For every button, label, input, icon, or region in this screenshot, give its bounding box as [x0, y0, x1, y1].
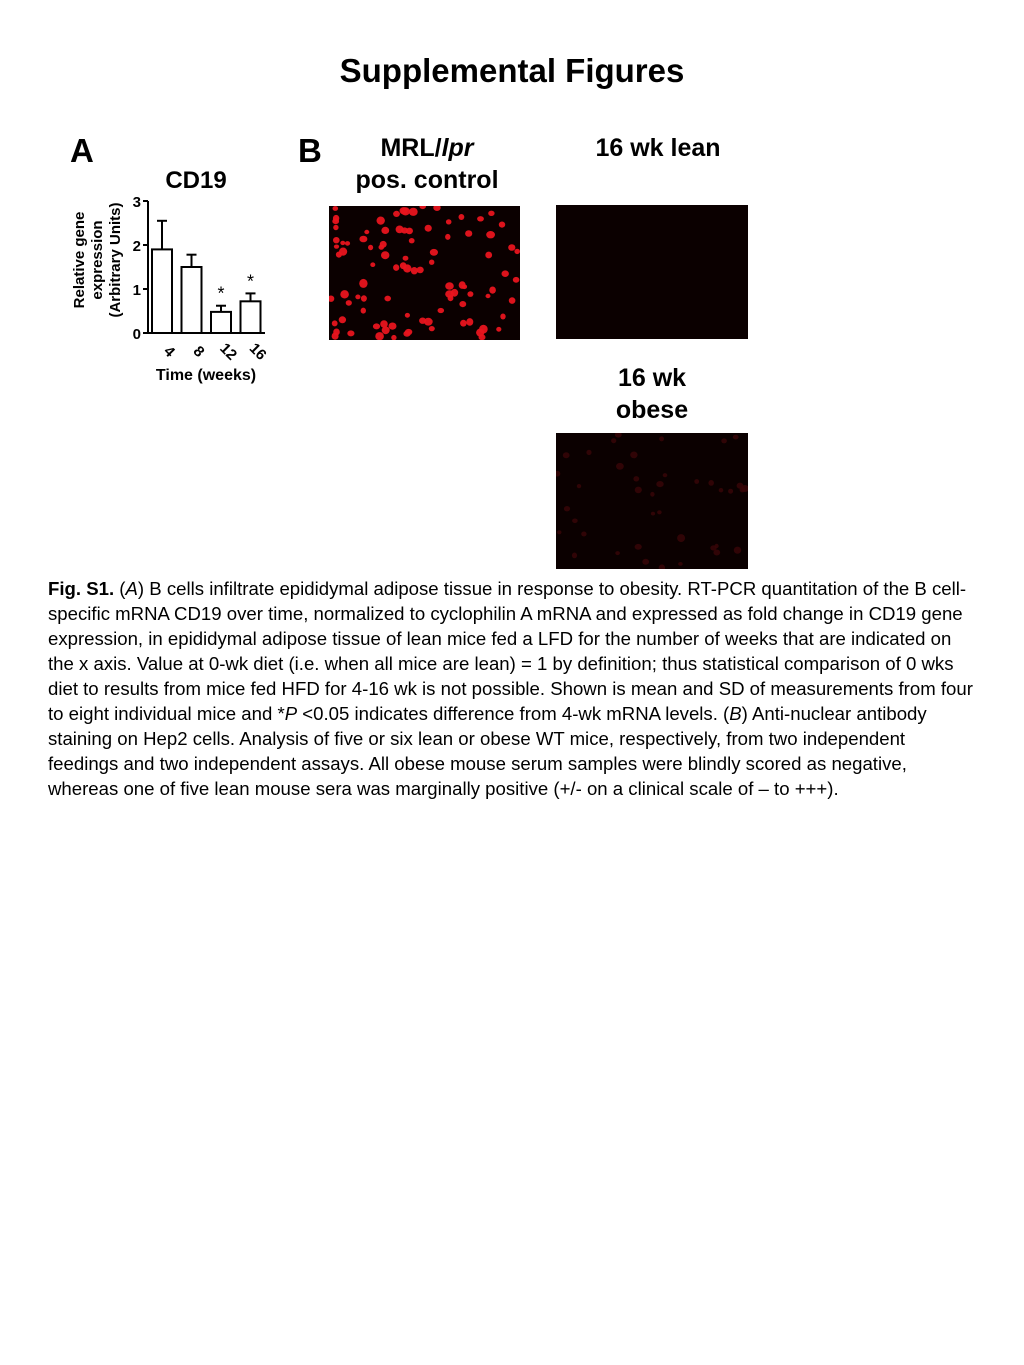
- nucleus: [381, 227, 389, 234]
- nucleus: [445, 282, 454, 290]
- page-title: Supplemental Figures: [339, 52, 685, 89]
- nucleus: [359, 236, 367, 243]
- nucleus: [339, 316, 346, 323]
- nucleus: [384, 296, 391, 302]
- nucleus: [577, 484, 581, 488]
- nucleus: [633, 476, 639, 481]
- nucleus: [332, 320, 338, 326]
- nucleus: [411, 267, 418, 274]
- nucleus: [611, 438, 616, 443]
- nucleus: [572, 519, 578, 524]
- nucleus: [433, 206, 440, 211]
- cd19-bar-chart: [60, 160, 340, 420]
- nucleus: [460, 320, 467, 327]
- y-axis-label-line: (Arbitrary Units): [107, 202, 124, 318]
- nucleus: [393, 211, 400, 217]
- nucleus: [651, 512, 655, 516]
- control-label: [330, 132, 524, 196]
- significance-mark: *: [246, 271, 255, 292]
- nucleus: [635, 487, 642, 494]
- bar-8: [182, 267, 202, 333]
- nucleus: [333, 206, 339, 211]
- caption-text-1: B cells infiltrate epididymal adipose tissue in response to obesity. RT-PCR quantitation of the B cell-specific mRNA CD19 over time, normalized to cyclophilin A mRNA and expressed as fold change in CD19 gene expression, in epididymal adipose tissue of lean mice fed a LFD for the number of weeks that are indicated on the x axis. Value at 0-wk diet (i.e. when all mice are lean) = 1 by definition; thus statistical comparison of 0 wks diet to results from mice fed HFD for 4-16 wk is not possible. Shown is mean and SD of measurements from four to eight individual mice and *: [48, 578, 973, 724]
- nucleus: [403, 256, 409, 261]
- nucleus: [489, 287, 496, 294]
- nucleus: [466, 318, 473, 326]
- nucleus: [347, 330, 354, 336]
- nucleus: [373, 323, 380, 329]
- nucleus: [508, 244, 515, 251]
- nucleus: [514, 249, 520, 254]
- nucleus: [486, 294, 491, 298]
- nucleus: [721, 438, 727, 443]
- nucleus: [336, 252, 342, 258]
- obese-label: [556, 362, 748, 426]
- obese-label-line1: 16 wk: [617, 364, 687, 392]
- bar-12: [211, 312, 231, 333]
- x-axis-label: Time (weeks): [155, 367, 257, 384]
- nucleus: [400, 207, 408, 214]
- x-tick-label: 8: [189, 342, 208, 361]
- figure-caption: Fig. S1. (A) B cells infiltrate epididymal adipose tissue in response to obesity. RT-PCR quantitation of the B cell-specific mRNA CD19 over time, normalized to cyclophilin A mRNA and expressed as fold change in CD19 gene expression, in epididymal adipose tissue of lean mice fed a LFD for the number of weeks that are indicated on the x axis. Value at 0-wk diet (i.e. when all mice are lean) = 1 by definition; thus statistical comparison of 0 wks diet to results from mice fed HFD for 4-16 wk is not possible. Shown is mean and SD of measurements from four to eight individual mice and *P <0.05 indicates difference from 4-wk mRNA levels. (B) Anti-nuclear antibody staining on Hep2 cells. Analysis of five or six lean or obese WT mice, respectively, from two independent feedings and two independent assays. All obese mouse serum samples were blindly scored as negative, whereas one of five lean mouse sera was marginally positive (+/- on a clinical scale of – to +++).: [48, 578, 973, 799]
- control-label-line2: pos. control: [355, 166, 499, 194]
- nucleus: [719, 488, 724, 492]
- nucleus: [446, 219, 452, 224]
- nucleus: [380, 241, 387, 248]
- y-tick-label: 3: [132, 194, 141, 211]
- nucleus: [677, 534, 685, 542]
- nucleus: [361, 308, 366, 314]
- nucleus: [334, 245, 339, 249]
- nucleus: [406, 228, 413, 235]
- panel-b-letter: B: [298, 132, 322, 169]
- nucleus: [496, 327, 501, 332]
- nucleus: [659, 436, 664, 441]
- nucleus: [459, 281, 466, 289]
- nucleus: [733, 435, 739, 440]
- caption-a-ref: A: [125, 578, 138, 599]
- nucleus: [615, 551, 620, 555]
- obese-label-line2: obese: [615, 396, 689, 424]
- control-label-main: MRL/: [380, 134, 442, 162]
- nucleus: [509, 297, 516, 304]
- caption-label: Fig. S1.: [48, 578, 115, 599]
- nucleus: [368, 245, 373, 250]
- nucleus: [657, 510, 662, 514]
- y-tick-label: 0: [132, 326, 141, 343]
- nucleus: [438, 308, 445, 313]
- nucleus: [377, 217, 385, 225]
- nucleus: [419, 206, 426, 209]
- nucleus: [513, 277, 520, 283]
- x-tick-label: 12: [216, 339, 241, 364]
- caption-b-ref: B: [729, 703, 742, 724]
- nucleus: [355, 295, 360, 300]
- nucleus: [581, 532, 586, 537]
- nucleus: [445, 290, 454, 298]
- nucleus: [476, 329, 484, 337]
- nucleus: [459, 301, 466, 307]
- nucleus: [332, 333, 339, 340]
- nucleus: [381, 251, 389, 259]
- y-axis-label-line: expression: [89, 220, 106, 300]
- nucleus: [409, 208, 418, 216]
- nucleus: [488, 211, 494, 216]
- nucleus: [502, 270, 509, 277]
- nucleus: [737, 483, 744, 489]
- nucleus: [734, 547, 741, 554]
- y-tick-label: 2: [132, 238, 141, 255]
- chart-title: CD19: [165, 167, 227, 194]
- nucleus: [467, 291, 473, 297]
- nucleus: [429, 260, 434, 265]
- nucleus: [659, 564, 665, 569]
- x-tick-label: 16: [245, 339, 270, 364]
- nucleus: [465, 230, 472, 237]
- nucleus: [329, 296, 334, 302]
- lean-micrograph: [556, 205, 748, 339]
- nucleus: [650, 492, 654, 497]
- nucleus: [340, 241, 345, 245]
- nucleus: [615, 433, 622, 438]
- nucleus: [403, 331, 410, 337]
- nucleus: [405, 313, 410, 318]
- caption-text-2: <0.05 indicates difference from 4-wk mRNA levels. (: [297, 703, 730, 724]
- significance-mark: *: [217, 283, 225, 304]
- nucleus: [556, 471, 560, 477]
- nucleus: [370, 262, 375, 267]
- nucleus: [409, 238, 415, 243]
- nucleus: [424, 318, 433, 326]
- nucleus: [728, 489, 733, 494]
- lean-label: 16 wk lean: [595, 134, 721, 162]
- nucleus: [678, 562, 683, 566]
- nucleus: [572, 553, 577, 559]
- nucleus: [333, 237, 340, 243]
- x-tick-label: 4: [160, 342, 179, 361]
- nucleus: [346, 300, 352, 306]
- nucleus: [333, 215, 339, 222]
- nucleus: [396, 226, 404, 234]
- nucleus: [500, 314, 505, 320]
- nucleus: [429, 326, 435, 331]
- caption-text-3: ) Anti-nuclear antibody staining on Hep2 cells. Analysis of five or six lean or obese WT mice, respectively, from two independent feedings and two independent assays. All obese mouse serum samples were blindly scored as negative, whereas one of five lean mouse sera was marginally positive (+/- on a clinical scale of – to +++).: [48, 703, 927, 799]
- nucleus: [635, 544, 642, 550]
- nucleus: [708, 480, 714, 486]
- nucleus: [425, 225, 432, 232]
- nucleus: [694, 479, 699, 484]
- nucleus: [333, 225, 338, 230]
- nucleus: [564, 506, 570, 511]
- nucleus: [663, 473, 668, 477]
- nucleus: [563, 452, 570, 458]
- nucleus: [359, 279, 367, 288]
- nucleus: [459, 214, 465, 220]
- control-label-italic: lpr: [441, 134, 474, 162]
- nucleus: [445, 234, 450, 240]
- nucleus: [375, 332, 384, 340]
- nucleus: [616, 463, 624, 470]
- nucleus: [345, 241, 350, 246]
- nucleus: [486, 231, 495, 238]
- nucleus: [361, 295, 367, 301]
- nucleus: [391, 335, 396, 340]
- nucleus: [656, 481, 663, 487]
- obese-micrograph: [556, 433, 748, 569]
- nucleus: [630, 452, 637, 459]
- panel-a-letter: A: [70, 132, 94, 169]
- nucleus: [477, 216, 484, 221]
- nucleus: [389, 323, 397, 330]
- nucleus: [340, 290, 349, 298]
- nucleus: [393, 264, 399, 271]
- caption-p-italic: P: [284, 703, 298, 724]
- nucleus: [382, 326, 390, 334]
- nucleus: [403, 264, 411, 272]
- nucleus: [557, 530, 561, 534]
- y-tick-label: 1: [132, 282, 141, 299]
- nucleus: [499, 222, 505, 228]
- y-axis-label-line: Relative gene: [71, 211, 88, 309]
- nucleus: [642, 559, 649, 565]
- control-micrograph: [329, 206, 520, 340]
- nucleus: [430, 249, 438, 256]
- bar-4: [152, 249, 172, 333]
- nucleus: [485, 252, 492, 259]
- nucleus: [713, 550, 720, 556]
- bar-16: [241, 301, 261, 333]
- nucleus: [364, 230, 369, 234]
- nucleus: [586, 450, 591, 455]
